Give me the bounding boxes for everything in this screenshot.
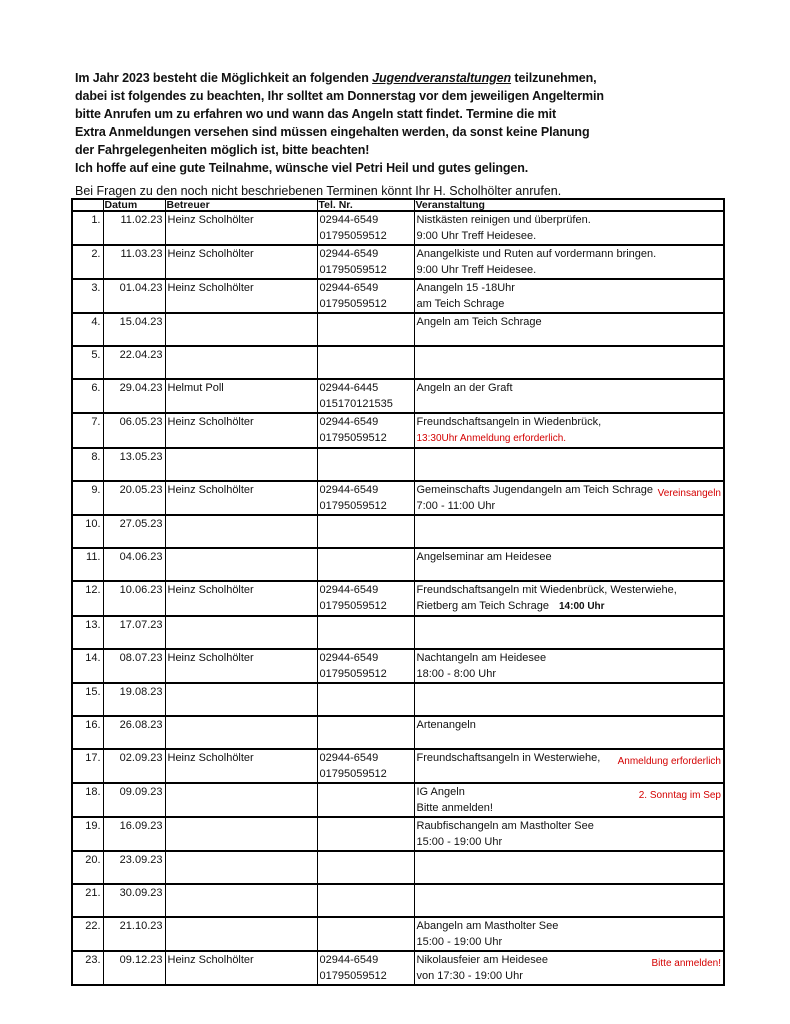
event-line-2 xyxy=(417,296,722,312)
row-date: 29.04.23 xyxy=(103,379,165,413)
row-date: 26.08.23 xyxy=(103,716,165,749)
row-event xyxy=(414,413,724,448)
intro-line-2: dabei ist folgendes zu beachten, Ihr solltet am Donnerstag vor dem jeweiligen Angeltermin xyxy=(75,89,604,103)
event-line-1: Artenangeln xyxy=(416,719,476,731)
row-betreuer xyxy=(165,851,317,884)
table-row xyxy=(72,548,724,581)
event-line-1: IG Angeln xyxy=(416,786,465,798)
event-line-1: Nachtangeln am Heidesee xyxy=(416,652,547,664)
event-line-2-text: Rietberg am Teich Schrage xyxy=(416,600,549,612)
phone-mobile: 01795059512 xyxy=(319,668,387,680)
row-number: 5. xyxy=(72,346,103,379)
row-phone xyxy=(317,716,414,749)
row-date: 04.06.23 xyxy=(103,548,165,581)
row-phone xyxy=(317,211,414,245)
row-betreuer: Heinz Scholhölter xyxy=(165,581,317,616)
table-row xyxy=(72,783,724,817)
row-event xyxy=(414,515,724,548)
phone-mobile: 01795059512 xyxy=(319,264,387,276)
row-date: 09.09.23 xyxy=(103,783,165,817)
header-veranstaltung: Veranstaltung xyxy=(414,199,724,211)
event-red-note: Bitte anmelden! xyxy=(651,958,721,969)
row-event xyxy=(414,683,724,716)
phone-landline: 02944-6549 xyxy=(319,652,379,664)
table-row xyxy=(72,448,724,481)
row-phone xyxy=(317,313,414,346)
event-line-1: Freundschaftsangeln mit Wiedenbrück, Westerwiehe, xyxy=(416,584,677,596)
event-line-2-text: von 17:30 - 19:00 Uhr xyxy=(416,970,523,982)
event-line-2 xyxy=(417,262,722,278)
row-date: 20.05.23 xyxy=(103,481,165,515)
intro-line-6: Ich hoffe auf eine gute Teilnahme, wünsche viel Petri Heil und gutes gelingen. xyxy=(75,161,529,175)
row-event xyxy=(414,951,724,985)
row-event xyxy=(414,581,724,616)
row-betreuer xyxy=(165,683,317,716)
row-phone xyxy=(317,379,414,413)
event-red-line: 13:30Uhr Anmeldung erforderlich. xyxy=(416,433,567,444)
row-date: 06.05.23 xyxy=(103,413,165,448)
phone-landline: 02944-6549 xyxy=(319,282,379,294)
table-row xyxy=(72,683,724,716)
table-row xyxy=(72,616,724,649)
row-date: 21.10.23 xyxy=(103,917,165,951)
row-date: 19.08.23 xyxy=(103,683,165,716)
row-number: 6. xyxy=(72,379,103,413)
row-event xyxy=(414,313,724,346)
row-event xyxy=(414,279,724,313)
row-event xyxy=(414,817,724,851)
row-date: 09.12.23 xyxy=(103,951,165,985)
row-number: 16. xyxy=(72,716,103,749)
row-number: 20. xyxy=(72,851,103,884)
phone-mobile: 01795059512 xyxy=(319,500,387,512)
row-number: 13. xyxy=(72,616,103,649)
event-line-2-text: 15:00 - 19:00 Uhr xyxy=(416,836,503,848)
row-event xyxy=(414,783,724,817)
event-line-2-text: 9:00 Uhr Treff Heidesee. xyxy=(416,230,537,242)
row-betreuer: Helmut Poll xyxy=(165,379,317,413)
row-phone xyxy=(317,581,414,616)
row-betreuer: Heinz Scholhölter xyxy=(165,951,317,985)
intro-line-1-end: teilzunehmen, xyxy=(511,71,597,85)
row-date: 16.09.23 xyxy=(103,817,165,851)
row-date: 10.06.23 xyxy=(103,581,165,616)
row-number: 17. xyxy=(72,749,103,783)
row-betreuer xyxy=(165,548,317,581)
row-event xyxy=(414,379,724,413)
event-line-1: Nistkästen reinigen und überprüfen. xyxy=(416,214,591,226)
row-betreuer: Heinz Scholhölter xyxy=(165,245,317,279)
table-row xyxy=(72,884,724,917)
event-line-1: Freundschaftsangeln in Wiedenbrück, xyxy=(416,416,602,428)
row-betreuer xyxy=(165,884,317,917)
row-date: 27.05.23 xyxy=(103,515,165,548)
row-phone xyxy=(317,917,414,951)
table-header-row xyxy=(72,199,724,211)
row-betreuer: Heinz Scholhölter xyxy=(165,279,317,313)
event-line-2 xyxy=(417,834,722,850)
row-betreuer xyxy=(165,817,317,851)
intro-line-1-start: Im Jahr 2023 besteht die Möglichkeit an folgenden xyxy=(75,71,373,85)
table-body xyxy=(72,211,724,985)
event-line-1: Angelseminar am Heidesee xyxy=(416,551,552,563)
event-line-1: Angeln an der Graft xyxy=(416,382,513,394)
event-time-note: 14:00 Uhr xyxy=(558,601,605,612)
row-number: 21. xyxy=(72,884,103,917)
header-tel: Tel. Nr. xyxy=(317,199,414,211)
row-event xyxy=(414,346,724,379)
row-date: 23.09.23 xyxy=(103,851,165,884)
row-date: 13.05.23 xyxy=(103,448,165,481)
table-row xyxy=(72,279,724,313)
header-betreuer: Betreuer xyxy=(165,199,317,211)
intro-line-5: der Fahrgelegenheiten möglich ist, bitte beachten! xyxy=(75,143,370,157)
row-date: 08.07.23 xyxy=(103,649,165,683)
row-event xyxy=(414,649,724,683)
intro-text xyxy=(75,69,755,177)
row-phone xyxy=(317,481,414,515)
row-event xyxy=(414,917,724,951)
event-line-2-text: 9:00 Uhr Treff Heidesee. xyxy=(416,264,537,276)
row-number: 22. xyxy=(72,917,103,951)
row-date: 11.03.23 xyxy=(103,245,165,279)
row-event xyxy=(414,616,724,649)
row-event xyxy=(414,245,724,279)
phone-mobile: 01795059512 xyxy=(319,432,387,444)
row-event xyxy=(414,851,724,884)
row-betreuer xyxy=(165,616,317,649)
questions-note: Bei Fragen zu den noch nicht beschriebenen Terminen könnt Ihr H. Scholhölter anrufen. xyxy=(75,184,562,198)
event-line-1: Freundschaftsangeln in Westerwiehe, xyxy=(416,752,601,764)
intro-line-3: bitte Anrufen um zu erfahren wo und wann das Angeln statt findet. Termine die mit xyxy=(75,107,557,121)
row-betreuer xyxy=(165,346,317,379)
row-betreuer xyxy=(165,515,317,548)
row-phone xyxy=(317,448,414,481)
row-number: 11. xyxy=(72,548,103,581)
table-row xyxy=(72,379,724,413)
row-phone xyxy=(317,851,414,884)
row-number: 10. xyxy=(72,515,103,548)
event-line-1: Nikolausfeier am Heidesee xyxy=(416,954,548,966)
intro-line-4: Extra Anmeldungen versehen sind müssen eingehalten werden, da sonst keine Planung xyxy=(75,125,590,139)
event-red-note: Anmeldung erforderlich xyxy=(617,756,721,767)
table-row xyxy=(72,413,724,448)
row-phone xyxy=(317,245,414,279)
row-event xyxy=(414,884,724,917)
schedule-table xyxy=(71,198,725,986)
phone-landline: 02944-6445 xyxy=(319,382,379,394)
row-betreuer xyxy=(165,313,317,346)
row-number: 9. xyxy=(72,481,103,515)
row-date: 30.09.23 xyxy=(103,884,165,917)
row-date: 17.07.23 xyxy=(103,616,165,649)
table-row xyxy=(72,313,724,346)
event-line-2 xyxy=(417,598,722,615)
event-line-1: Anangelkiste und Ruten auf vordermann bringen. xyxy=(416,248,657,260)
header-nr xyxy=(72,199,103,211)
row-betreuer xyxy=(165,783,317,817)
row-phone xyxy=(317,817,414,851)
phone-mobile: 01795059512 xyxy=(319,970,387,982)
event-line-2-text: 7:00 - 11:00 Uhr xyxy=(416,500,496,512)
table-row xyxy=(72,951,724,985)
row-phone xyxy=(317,548,414,581)
row-number: 2. xyxy=(72,245,103,279)
event-line-2-text: am Teich Schrage xyxy=(416,298,505,310)
event-red-note: 2. Sonntag im Sep xyxy=(638,790,721,801)
phone-landline: 02944-6549 xyxy=(319,954,379,966)
phone-mobile: 01795059512 xyxy=(319,600,387,612)
row-number: 4. xyxy=(72,313,103,346)
event-line-2 xyxy=(417,934,722,950)
event-line-2-text: 18:00 - 8:00 Uhr xyxy=(416,668,496,680)
table-row xyxy=(72,346,724,379)
event-line-1: Abangeln am Mastholter See xyxy=(416,920,559,932)
event-line-2-text: Bitte anmelden! xyxy=(416,802,493,814)
row-number: 18. xyxy=(72,783,103,817)
phone-mobile: 015170121535 xyxy=(319,398,393,410)
event-red-note: Vereinsangeln xyxy=(657,488,721,499)
table-row xyxy=(72,917,724,951)
row-phone xyxy=(317,749,414,783)
intro-line-1 xyxy=(75,69,755,87)
event-line-1: Anangeln 15 -18Uhr xyxy=(416,282,515,294)
row-betreuer: Heinz Scholhölter xyxy=(165,749,317,783)
row-phone xyxy=(317,279,414,313)
row-betreuer xyxy=(165,716,317,749)
event-line-2-text: 15:00 - 19:00 Uhr xyxy=(416,936,503,948)
row-number: 15. xyxy=(72,683,103,716)
row-number: 19. xyxy=(72,817,103,851)
row-phone xyxy=(317,951,414,985)
table-row xyxy=(72,211,724,245)
event-line-1: Angeln am Teich Schrage xyxy=(416,316,542,328)
row-event xyxy=(414,749,724,783)
row-phone xyxy=(317,884,414,917)
header-datum: Datum xyxy=(103,199,165,211)
row-betreuer xyxy=(165,917,317,951)
row-betreuer xyxy=(165,448,317,481)
row-phone xyxy=(317,649,414,683)
row-event xyxy=(414,211,724,245)
phone-mobile: 01795059512 xyxy=(319,298,387,310)
row-phone xyxy=(317,683,414,716)
row-phone xyxy=(317,413,414,448)
row-event xyxy=(414,448,724,481)
table-row xyxy=(72,817,724,851)
table-row xyxy=(72,749,724,783)
row-number: 23. xyxy=(72,951,103,985)
phone-landline: 02944-6549 xyxy=(319,484,379,496)
phone-landline: 02944-6549 xyxy=(319,416,379,428)
row-number: 3. xyxy=(72,279,103,313)
row-date: 01.04.23 xyxy=(103,279,165,313)
row-betreuer: Heinz Scholhölter xyxy=(165,649,317,683)
row-number: 8. xyxy=(72,448,103,481)
row-date: 02.09.23 xyxy=(103,749,165,783)
table-row xyxy=(72,245,724,279)
row-number: 12. xyxy=(72,581,103,616)
row-number: 1. xyxy=(72,211,103,245)
phone-landline: 02944-6549 xyxy=(319,584,379,596)
row-number: 14. xyxy=(72,649,103,683)
row-betreuer: Heinz Scholhölter xyxy=(165,481,317,515)
event-line-1: Raubfischangeln am Mastholter See xyxy=(416,820,594,832)
row-event xyxy=(414,716,724,749)
table-row xyxy=(72,649,724,683)
event-line-2 xyxy=(417,666,722,682)
row-event xyxy=(414,548,724,581)
row-date: 15.04.23 xyxy=(103,313,165,346)
row-event xyxy=(414,481,724,515)
row-phone xyxy=(317,783,414,817)
row-phone xyxy=(317,515,414,548)
row-date: 22.04.23 xyxy=(103,346,165,379)
table-row xyxy=(72,716,724,749)
table-row xyxy=(72,515,724,548)
table-row xyxy=(72,581,724,616)
phone-mobile: 01795059512 xyxy=(319,768,387,780)
row-phone xyxy=(317,346,414,379)
table-row xyxy=(72,851,724,884)
phone-landline: 02944-6549 xyxy=(319,214,379,226)
phone-mobile: 01795059512 xyxy=(319,230,387,242)
intro-emphasis: Jugendveranstaltungen xyxy=(372,71,512,85)
phone-landline: 02944-6549 xyxy=(319,248,379,260)
event-line-2 xyxy=(417,430,722,447)
phone-landline: 02944-6549 xyxy=(319,752,379,764)
row-date: 11.02.23 xyxy=(103,211,165,245)
row-number: 7. xyxy=(72,413,103,448)
event-line-2 xyxy=(417,228,722,244)
row-betreuer: Heinz Scholhölter xyxy=(165,413,317,448)
event-line-1: Gemeinschafts Jugendangeln am Teich Schrage xyxy=(416,484,653,496)
row-betreuer: Heinz Scholhölter xyxy=(165,211,317,245)
table-row xyxy=(72,481,724,515)
row-phone xyxy=(317,616,414,649)
